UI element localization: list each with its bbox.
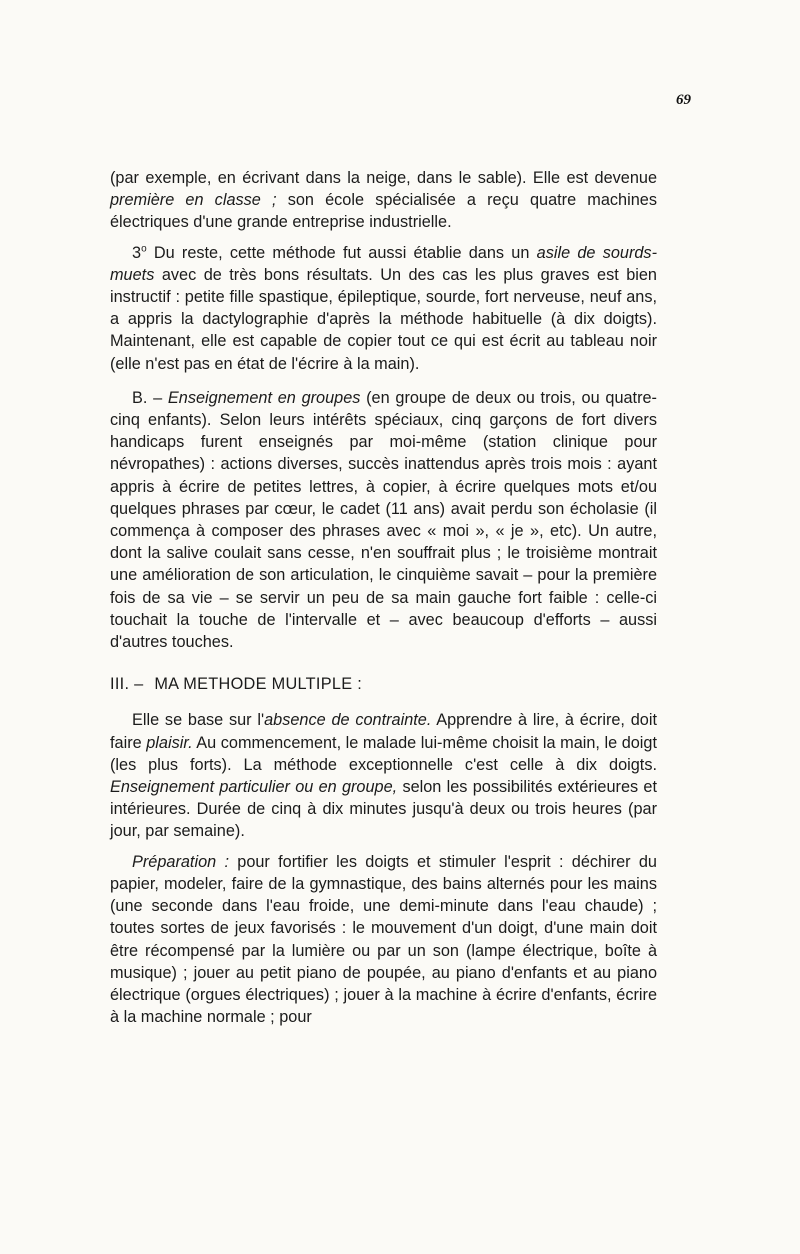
text-run: Elle se base sur l': [132, 711, 265, 730]
italic-run: Enseignement en groupes: [167, 388, 361, 407]
italic-run: Préparation :: [132, 852, 229, 871]
text-run: Apprendre à lire, à écrire, doit faire: [110, 711, 657, 752]
paragraph-continuation: [110, 167, 657, 234]
text-run: Au commencement, le malade lui-même choisit la main, le doigt (les plus forts). La méthode exceptionnelle c'est celle à dix doigts.: [110, 733, 657, 774]
paragraph-enseignement-groupes: [110, 387, 657, 653]
superscript-run: o: [141, 243, 147, 255]
text-run: (en groupe de deux ou trois, ou quatre-cinq enfants). Selon leurs intérêts spéciaux, cinq garçons de fort divers handicaps furent enseignés par moi-même (station clinique pour névropathes) : actions diverses, succès inattendus après trois mois : ayant appris à écrire de petites lettres, à copier, à écrire quelques mots et/ou quelques phrases par cœur, le cadet (11 ans) avait perdu son écholasie (il commença à composer des phrases avec « moi », « je », etc). Un autre, dont la salive coulait sans cesse, n'en souffrait plus ; le troisième montrait une amélioration de son articulation, le cinquième savait – pour la première fois de sa vie – se servir un peu de sa main gauche fort faible : celle-ci touchait la touche de l'intervalle et – avec beaucoup d'efforts – aussi d'autres touches.: [110, 388, 657, 652]
italic-run: asile de sourds-muets: [110, 243, 657, 284]
italic-run: absence de contrainte.: [264, 711, 432, 730]
text-run: selon les possibilités extérieures et intérieures. Durée de cinq à dix minutes jusqu'à deux ou trois heures (par jour, par semaine).: [110, 778, 657, 841]
page-number: 69: [676, 92, 691, 108]
text-run: 3: [132, 243, 142, 262]
paragraph-methode: [110, 709, 657, 842]
text-run: Du reste, cette méthode fut aussi établie dans un: [146, 243, 537, 262]
section-heading-number: III. –: [110, 675, 144, 694]
text-run: son école spécialisée a reçu quatre machines électriques d'une grande entreprise industrielle.: [110, 191, 657, 232]
paragraph-preparation: [110, 851, 657, 1029]
text-run: avec de très bons résultats. Un des cas les plus graves est bien instructif : petite fille spastique, épileptique, sourde, fort nerveuse, neuf ans, a appris la dactylographie d'après la méthode habituelle (à dix doigts). Maintenant, elle est capable de copier tout ce qui est écrit au tableau noir (elle n'est pas en état de l'écrire à la main).: [110, 265, 657, 373]
text-block: [110, 167, 657, 1028]
text-run: pour fortifier les doigts et stimuler l'esprit : déchirer du papier, modeler, faire de la gymnastique, des bains alternés pour les mains (une seconde dans l'eau froide, une demi-minute dans l'eau chaude) ; toutes sortes de jeux favorisés : le mouvement d'un doigt, d'une main doit être récompensé par la lumière ou par un son (lampe électrique, boîte à musique) ; jouer au petit piano de poupée, au piano d'enfants et au piano électrique (orgues électriques) ; jouer à la machine à écrire d'enfants, écrire à la machine normale ; pour: [110, 852, 657, 1027]
italic-run: Enseignement particulier ou en groupe,: [110, 778, 398, 797]
text-run: B. –: [132, 388, 168, 407]
text-run: (par exemple, en écrivant dans la neige, dans le sable). Elle est devenue: [110, 169, 657, 187]
paragraph-sourds-muets: [110, 242, 657, 375]
section-heading: [110, 673, 657, 695]
italic-run: plaisir.: [146, 733, 193, 752]
section-heading-title: MA METHODE MULTIPLE :: [154, 675, 363, 694]
italic-run: première en classe ;: [110, 191, 277, 210]
